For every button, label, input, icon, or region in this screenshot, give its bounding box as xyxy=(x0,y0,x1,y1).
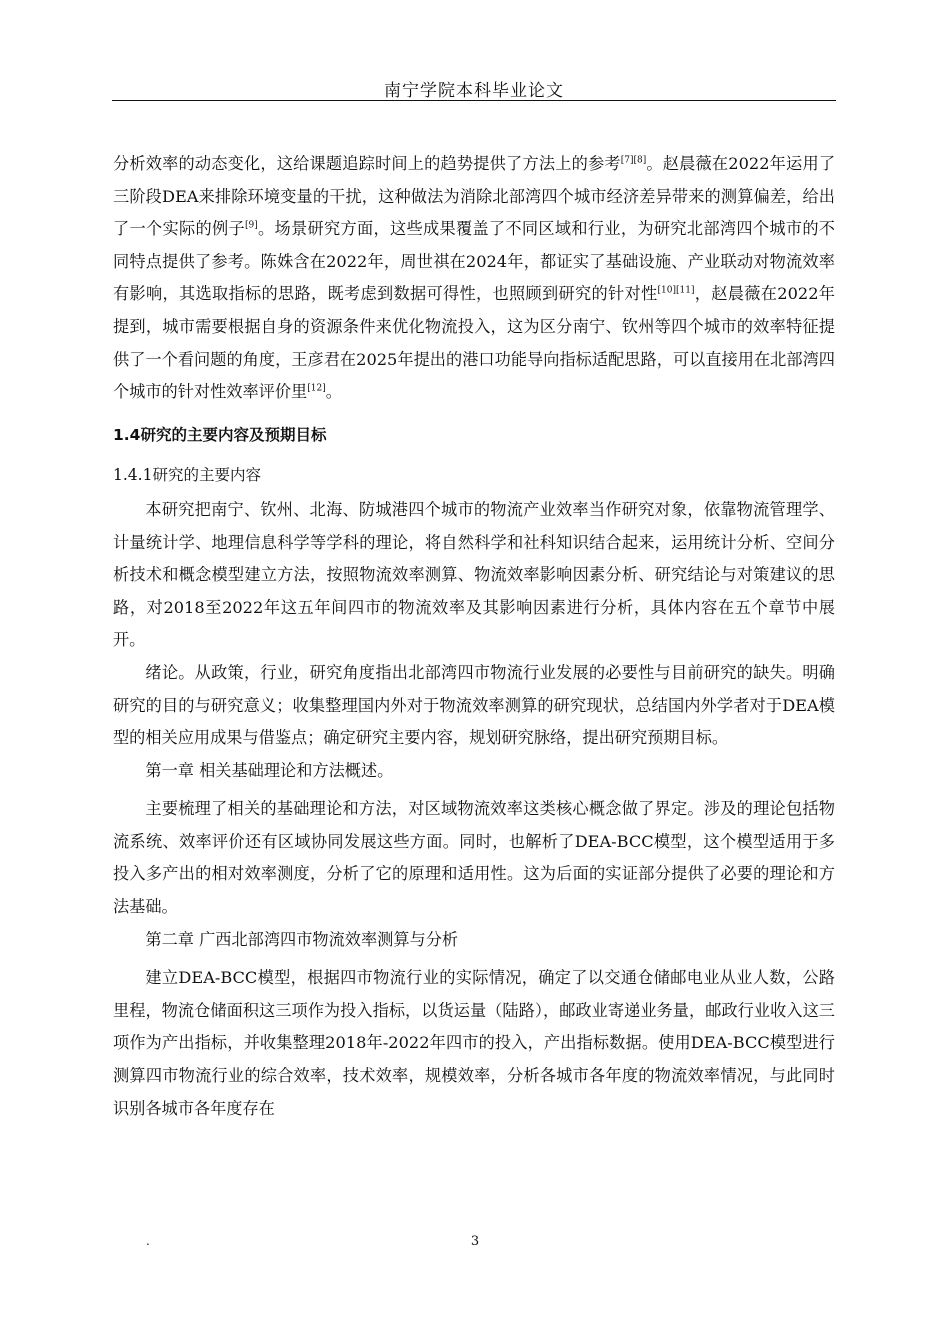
section-heading-1-4-1: 1.4.1研究的主要内容 xyxy=(113,466,261,485)
section-heading-1-4: 1.4研究的主要内容及预期目标 xyxy=(113,425,327,444)
citation-ref: [7][8] xyxy=(620,155,647,166)
paragraph: 本研究把南宁、钦州、北海、防城港四个城市的物流产业效率当作研究对象，依靠物流管理学、计量统计学、地理信息科学等学科的理论，将自然科学和社科知识结合起来，运用统计分析、空间分析技术和概念模型建立方法，按照物流效率测算、物流效率影响因素分析、研究结论与对策建议的思路，对2018至2022年这五年间四市的物流效率及其影响因素进行分析，具体内容在五个章节中展开。 xyxy=(113,499,835,650)
page-header-title: 南宁学院本科毕业论文 xyxy=(384,81,564,101)
paragraph: 建立DEA-BCC模型，根据四市物流行业的实际情况，确定了以交通仓储邮电业从业人数，公路里程，物流仓储面积这三项作为投入指标，以货运量（陆路），邮政业寄递业务量，邮政行业收入这三项作为产出指标，并收集整理2018年-2022年四市的投入，产出指标数据。使用DEA-BCC模型进行测算四市物流行业的综合效率，技术效率，规模效率，分析各城市各年度的物流效率情况，与此同时识别各城市各年度存在 xyxy=(113,968,835,1118)
header-rule xyxy=(112,100,836,101)
paragraph xyxy=(113,148,835,409)
paragraph-text: ，赵晨薇在2022年提到，城市需要根据自身的资源条件来优化物流投入，这为区分南宁、钦州等四个城市的效率特征提供了一个看问题的角度，王彦君在2025年提出的港口功能导向指标适配思路，可以直接用在北部湾四个城市的针对性效率评价里 xyxy=(113,284,835,402)
paragraph-text: 。 xyxy=(325,382,342,402)
citation-ref: [10][11] xyxy=(657,285,695,296)
paragraph-text: 。赵晨薇在2022年运用了三阶段DEA来排除环境变量的干扰，这种做法为消除北部湾四个城市经济差异带来的测算偏差，给出了一个实际的例子 xyxy=(113,154,836,239)
paragraph: 主要梳理了相关的基础理论和方法，对区域物流效率这类核心概念做了界定。涉及的理论包括物流系统、效率评价还有区域协同发展这些方面。同时，也解析了DEA-BCC模型，这个模型适用于多投入多产出的相对效率测度，分析了它的原理和适用性。这为后面的实证部分提供了必要的理论和方法基础。 xyxy=(113,799,835,917)
page-number: 3 xyxy=(470,1234,480,1249)
citation-ref: [12] xyxy=(307,383,326,394)
citation-ref: [9] xyxy=(244,220,258,231)
paragraph: 绪论。从政策，行业，研究角度指出北部湾四市物流行业发展的必要性与目前研究的缺失。明确研究的目的与研究意义；收集整理国内外对于物流效率测算的研究现状，总结国内外学者对于DEA模型的相关应用成果与借鉴点；确定研究主要内容，规划研究脉络，提出研究预期目标。 xyxy=(113,662,835,748)
paragraph-text: 分析效率的动态变化，这给课题追踪时间上的趋势提供了方法上的参考 xyxy=(113,154,621,173)
paragraph-text: 。场景研究方面，这些成果覆盖了不同区域和行业，为研究北部湾四个城市的不同特点提供了参考。陈姝含在2022年，周世祺在2024年，都证实了基础设施、产业联动对物流效率有影响，其选取指标的思路，既考虑到数据可得性，也照顾到研究的针对性 xyxy=(113,219,835,304)
page-body xyxy=(113,148,835,1125)
footer-dot: . xyxy=(146,1234,150,1248)
chapter-title-1: 第一章 相关基础理论和方法概述。 xyxy=(145,760,394,780)
chapter-title-2: 第二章 广西北部湾四市物流效率测算与分析 xyxy=(145,929,459,949)
